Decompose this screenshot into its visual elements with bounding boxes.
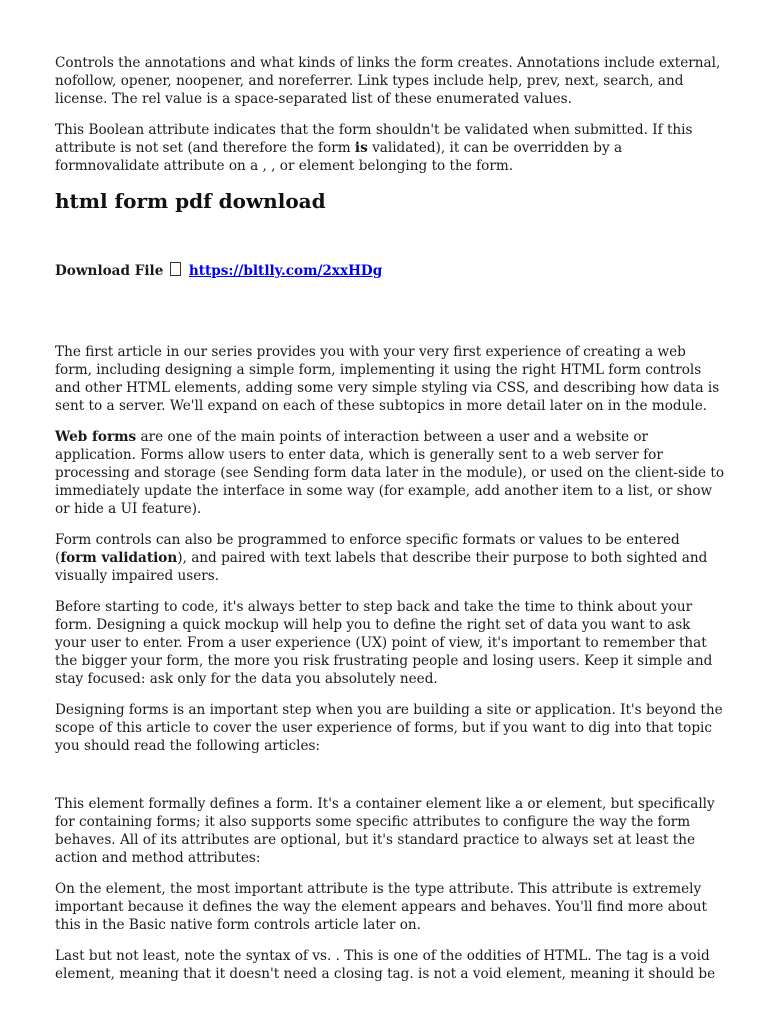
web-forms-text: are one of the main points of interaction between a user and a website or application. Forms allow users to enter data, which is generally sent to a web server for processing and storage (see Sending form data later in the module), or used on the client-side to immediately update the interface in some way (for example, add another item to a list, or show or hide a UI feature). (55, 429, 725, 517)
download-label: Download File (55, 263, 164, 279)
form-validation-bold: form validation (60, 550, 178, 566)
download-line (55, 262, 725, 280)
missing-glyph-icon (170, 262, 181, 276)
paragraph-form-element: This element formally defines a form. It's a container element like a or element, but specifically for containing forms; it also supports some specific attributes to configure the way the form behaves. All of its attributes are optional, but it's standard practice to always set at least the action and method attributes: (55, 796, 715, 866)
paragraph-rel-attribute: Controls the annotations and what kinds of links the form creates. Annotations include external, nofollow, opener, noopener, and noreferrer. Link types include help, prev, next, search, and license. The rel value is a space-separated list of these enumerated values. (55, 55, 721, 107)
paragraph-form-controls (55, 531, 725, 585)
form-controls-text-before: Form controls can also be programmed to enforce specific formats or values to be entered ( (55, 532, 680, 566)
form-controls-text-after: ), and paired with text labels that describe their purpose to both sighted and visually impaired users. (55, 550, 708, 584)
paragraph-before-code: Before starting to code, it's always better to step back and take the time to think about your form. Designing a quick mockup will help you to define the right set of data you want to ask your user to enter. From a user experience (UX) point of view, it's important to remember that the bigger your form, the more you risk frustrating people and losing users. Keep it simple and stay focused: ask only for the data you absolutely need. (55, 599, 713, 687)
paragraph-first-article: The first article in our series provides you with your very first experience of creating a web form, including designing a simple form, implementing it using the right HTML form controls and other HTML elements, adding some very simple styling via CSS, and describing how data is sent to a server. We'll expand on each of these subtopics in more detail later on in the module. (55, 344, 720, 414)
spacer (55, 280, 725, 343)
novalidate-text-before: This Boolean attribute indicates that the form shouldn't be validated when submitted. If this attribute is not set (and therefore the form (55, 122, 693, 156)
page-heading: html form pdf download (55, 189, 326, 213)
paragraph-novalidate-attribute (55, 121, 725, 175)
download-link[interactable]: https://bltlly.com/2xxHDg (188, 263, 383, 279)
paragraph-type-attribute: On the element, the most important attribute is the type attribute. This attribute is extremely important because it defines the way the element appears and behaves. You'll find more about this in the Basic native form controls article later on. (55, 881, 707, 933)
paragraph-designing-forms: Designing forms is an important step when you are building a site or application. It's beyond the scope of this article to cover the user experience of forms, but if you want to dig into that topic you should read the following articles: (55, 702, 723, 754)
spacer (55, 768, 725, 795)
document-page (55, 54, 725, 996)
web-forms-bold: Web forms (55, 429, 137, 445)
paragraph-syntax-note: Last but not least, note the syntax of vs. . This is one of the oddities of HTML. The tag is a void element, meaning that it doesn't need a closing tag. is not a void element, meaning it should be (55, 948, 716, 982)
paragraph-web-forms (55, 428, 725, 518)
novalidate-bold-is: is (354, 140, 368, 156)
novalidate-text-after: validated), it can be overridden by a formnovalidate attribute on a , , or element belonging to the form. (55, 140, 623, 174)
